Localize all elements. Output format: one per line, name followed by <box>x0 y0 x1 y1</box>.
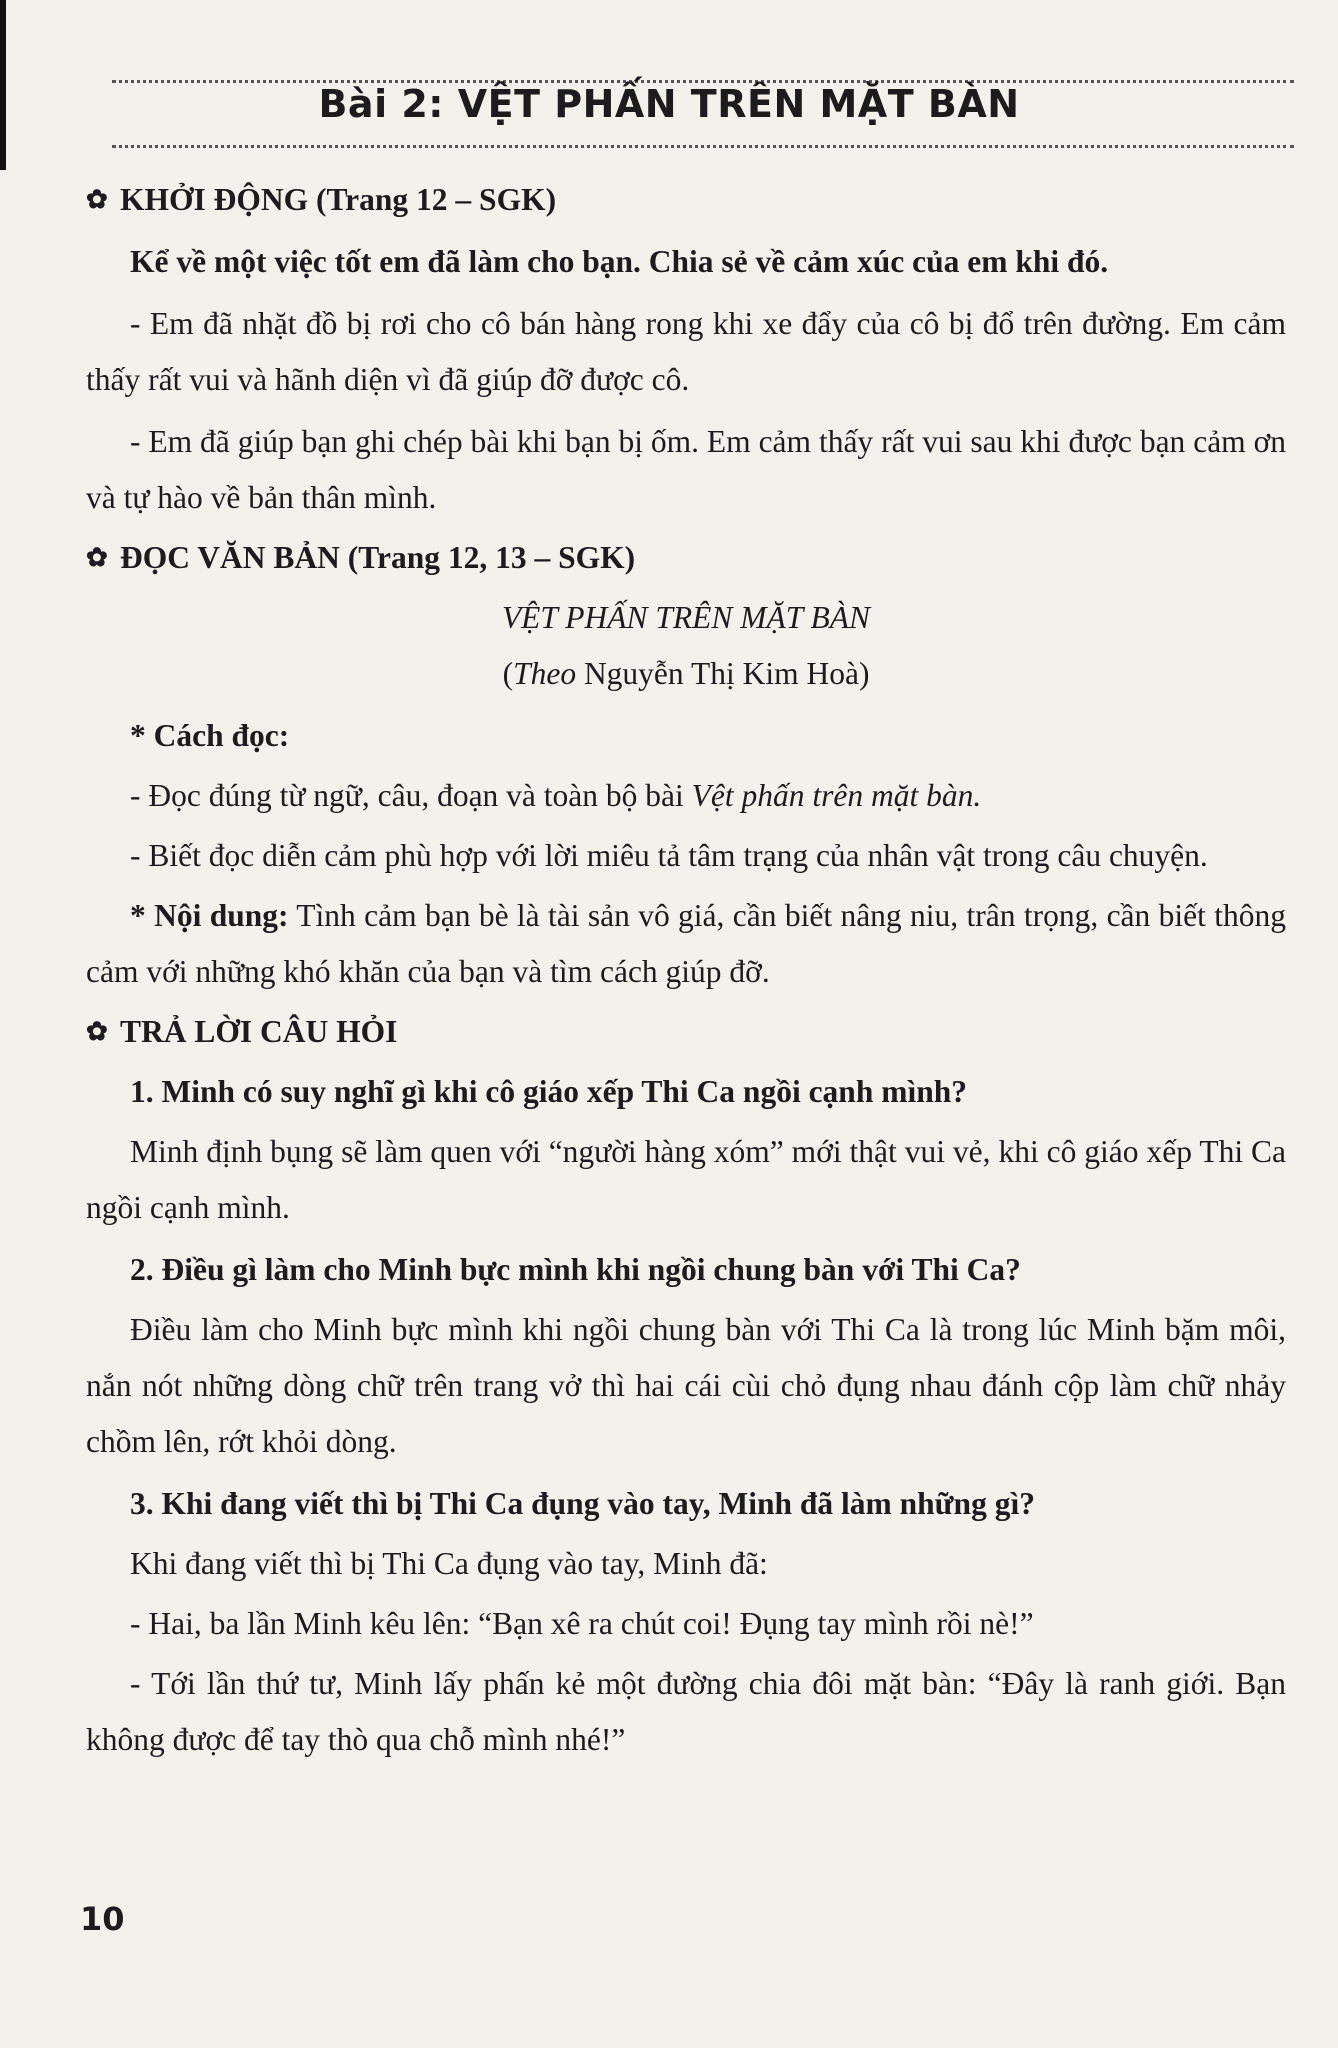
answer-3-bullet-1: - Hai, ba lần Minh kêu lên: “Bạn xê ra chút coi! Đụng tay mình rồi nè!” <box>130 1606 1034 1641</box>
how-to-read-label: * Cách đọc: <box>130 718 290 753</box>
flower-bullet-icon: ✿ <box>86 543 108 572</box>
question-2: 2. Điều gì làm cho Minh bực mình khi ngồi chung bàn với Thi Ca? <box>130 1252 1021 1287</box>
lesson-title: Bài 2: VỆT PHẤN TRÊN MẶT BÀN <box>318 82 1020 126</box>
section-heading-questions <box>86 1004 1286 1060</box>
answer-3: Khi đang viết thì bị Thi Ca đụng vào tay, Minh đã: <box>130 1546 768 1581</box>
content-summary <box>86 888 1286 1000</box>
warmup-answer-2: - Em đã giúp bạn ghi chép bài khi bạn bị ốm. Em cảm thấy rất vui sau khi được bạn cảm ơn và tự hào về bản thân mình. <box>86 424 1286 515</box>
answer-2: Điều làm cho Minh bực mình khi ngồi chung bàn với Thi Ca là trong lúc Minh bặm môi, nắn nót những dòng chữ trên trang vở thì hai cái cùi chỏ đụng nhau đánh cộp làm chữ nhảy chồm lên, rớt khỏi dòng. <box>86 1312 1286 1459</box>
story-source <box>86 646 1286 702</box>
how-to-read-2: - Biết đọc diễn cảm phù hợp với lời miêu tả tâm trạng của nhân vật trong câu chuyện. <box>130 838 1208 873</box>
section-heading-text: ĐỌC VĂN BẢN (Trang 12, 13 – SGK) <box>120 540 636 575</box>
page-number: 10 <box>80 1900 125 1938</box>
section-heading-text: TRẢ LỜI CÂU HỎI <box>120 1014 398 1049</box>
section-heading-reading <box>86 530 1286 586</box>
answer-3-bullet-2: - Tới lần thứ tư, Minh lấy phấn kẻ một đường chia đôi mặt bàn: “Đây là ranh giới. Bạn không được để tay thò qua chỗ mình nhé!” <box>86 1666 1286 1757</box>
how-to-read-1 <box>86 768 1286 824</box>
section-heading-warmup <box>86 172 1286 228</box>
page-content <box>86 172 1286 1768</box>
content-label: * Nội dung: <box>130 898 289 933</box>
question-1: 1. Minh có suy nghĩ gì khi cô giáo xếp Thi Ca ngồi cạnh mình? <box>130 1074 967 1109</box>
warmup-prompt: Kể về một việc tốt em đã làm cho bạn. Chia sẻ về cảm xúc của em khi đó. <box>130 244 1109 279</box>
source-paren: ( <box>502 656 514 691</box>
source-author: Nguyễn Thị Kim Hoà) <box>576 656 870 691</box>
story-title: VỆT PHẤN TRÊN MẶT BÀN <box>501 600 871 635</box>
content-text: Tình cảm bạn bè là tài sản vô giá, cần biết nâng niu, trân trọng, cần biết thông cảm với những khó khăn của bạn và tìm cách giúp đỡ. <box>86 898 1286 989</box>
source-theo: Theo <box>513 656 577 691</box>
flower-bullet-icon: ✿ <box>86 185 108 214</box>
section-heading-text: KHỞI ĐỘNG (Trang 12 – SGK) <box>120 182 557 217</box>
how-to-read-1-text: - Đọc đúng từ ngữ, câu, đoạn và toàn bộ bài <box>130 778 692 813</box>
warmup-answer-1: - Em đã nhặt đồ bị rơi cho cô bán hàng rong khi xe đẩy của cô bị đổ trên đường. Em cảm thấy rất vui và hãnh diện vì đã giúp đỡ được cô. <box>86 306 1286 397</box>
flower-bullet-icon: ✿ <box>86 1017 108 1046</box>
how-to-read-1-title: Vệt phấn trên mặt bàn. <box>691 778 982 813</box>
answer-1: Minh định bụng sẽ làm quen với “người hàng xóm” mới thật vui vẻ, khi cô giáo xếp Thi Ca ngồi cạnh mình. <box>86 1134 1286 1225</box>
title-rule-bottom <box>112 145 1294 148</box>
question-3: 3. Khi đang viết thì bị Thi Ca đụng vào tay, Minh đã làm những gì? <box>130 1486 1035 1521</box>
